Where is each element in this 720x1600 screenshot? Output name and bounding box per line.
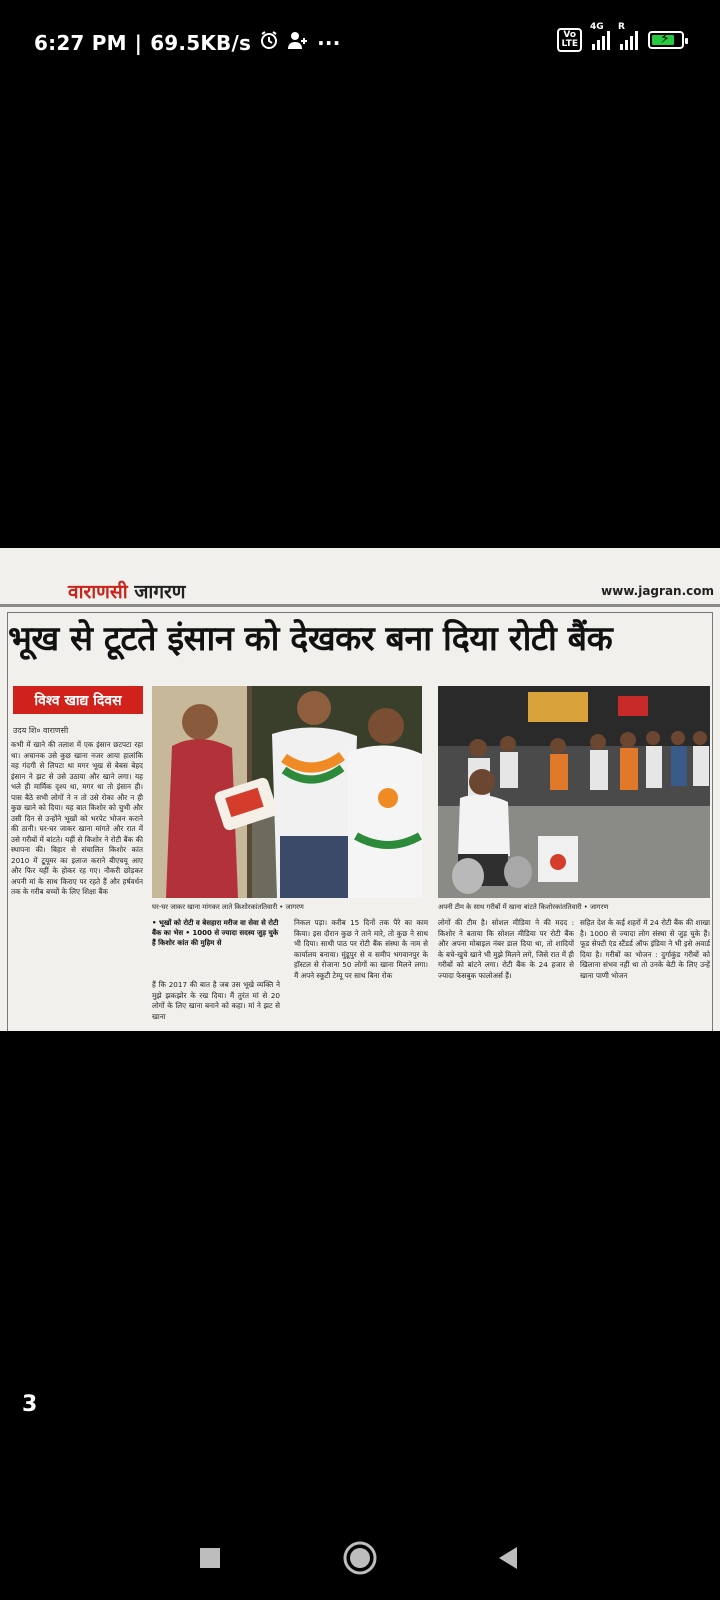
article-column-4: लोगों की टीम है। सोशल मीडिया ने की मदद : किशोर ने बताया कि सोशल मीडिया पर रोटी बैंक और अपना मोबाइल नंबर डाल दिया था, तो शादियों के बचे-खुचे खाने भी मुझे मिलने लगे, जिसे रात में ही गरीबों को बांटने लगा। रोटी बैंक के 24 हजार से ज्यादा फेसबुक फालोअर्स हैं।: [438, 918, 574, 980]
article-column-2: हैं कि 2017 की बात है जब उस भूखे व्यक्ति ने मुझे झकझोर के रख दिया। मैं तुरंत मां से 20 लोगों के लिए खाना बनाने को कहा। मां ने झट से खाना: [152, 980, 280, 1021]
add-user-icon: [287, 30, 309, 55]
triangle-back-icon: [497, 1546, 519, 1570]
article-column-1: कभी में खाने की तलाश में एक इंसान छटपटा रहा था। अचानक उसे कुछ खाना नजर आया हालांकि वह गंदगी से लिपटा था मगर भूख से बेबस बेहद इंसान ने झट से उसे उठाया और खाने लगा। यह भले ही मार्मिक दृश्य था, मगर था तो इंसान ही। पास बैठे सभी लोगों ने न तो उसे रोका और न ही कुछ खाने को दिया। यह बात किशोर को चुभी और उसी दिन से उन्होंने भूखों को भरपेट भोजन कराने की ठानी। घर-घर जाकर खाना मांगते और रात में उसे गरीबों में बांटते। यहीं से किशोर ने रोटी बैंक की स्थापना की। बिहार से संचालित किशोर कांत 2010 में टू्यूमर का इलाज कराने बीएचयू आए और फिर यहीं के होकर रह गए। नौकरी छोड़कर अपनी मां के साथ किराए पर रहते हैं और हर्षवर्धन तक के गरीब बच्चों के लिए शिक्षा बैंक: [11, 740, 143, 896]
roaming-indicator: R: [618, 22, 625, 32]
article-bullets: • भूखों को रोटी व बेसहारा मरीज वा सेवा से रोटी बैंक का भेस • 1000 से ज्यादा सदस्य जुड़ चुके हैं किशोर कांत की मुहिम से: [152, 919, 279, 947]
recents-button[interactable]: [190, 1538, 230, 1578]
network-type: 4G: [590, 22, 604, 32]
navigation-bar: [0, 1520, 720, 1600]
signal-roaming-icon: [618, 22, 638, 50]
photo-door-to-door: [152, 686, 422, 898]
status-bar: [0, 0, 720, 86]
volte-bottom: LTE: [561, 39, 578, 49]
article-column-5: सहित देश के कई शहरों में 24 रोटी बैंक की शाखा है। 1000 से ज्यादा लोग संस्था से जुड़ चुके हैं। फूड सेफ्टी एंड स्टैंडर्ड ऑफ इंडिया ने भी इसे अवार्ड दिया है। गरीबों का भोजन : दुर्गाकुंड गरीबों को खिलाना संभव नहीं था तो उनके बेटी के लिए उन्हें खाना पाणी भोजन: [580, 918, 710, 980]
status-left: [34, 30, 341, 55]
website-url: www.jagran.com: [601, 584, 714, 598]
volte-icon: [557, 28, 582, 52]
headline: भूख से टूटते इंसान को देखकर बना दिया रोटी बैंक: [8, 619, 613, 659]
clock: 6:27 PM: [34, 30, 127, 55]
kicker-label: विश्व खाद्य दिवस: [13, 686, 143, 714]
status-right: [557, 22, 684, 52]
brand-paper: जागरण: [134, 581, 186, 603]
photo-caption-1: घर-घर जाकर खाना मांगकर लाते किशोरकांततिवारी • जागरण: [152, 903, 304, 911]
alarm-icon: [259, 30, 279, 55]
square-icon: [199, 1547, 221, 1569]
circle-icon: [343, 1541, 377, 1575]
page-number: 3: [22, 1392, 38, 1417]
newspaper-clipping[interactable]: [0, 548, 720, 1031]
photo-food-distribution: [438, 686, 710, 898]
network-speed: 69.5KB/s: [150, 30, 252, 55]
paper-brand: [68, 578, 186, 604]
volte-top: Vo: [563, 30, 577, 40]
masthead: [0, 548, 720, 607]
status-separator: |: [134, 30, 143, 55]
signal-4g-icon: [590, 22, 610, 50]
battery-icon: ⚡: [648, 31, 684, 49]
home-button[interactable]: [340, 1538, 380, 1578]
brand-city: वाराणसी: [68, 581, 128, 603]
more-notifications-icon: ···: [317, 30, 341, 55]
back-button[interactable]: [488, 1538, 528, 1578]
byline: उदय शि० वाराणसी: [13, 726, 69, 735]
article-column-3: निकल पड़ा। करीब 15 दिनों तक पैरे का काम किया। इस दौरान कुछ ने ताने मारे, तो कुछ ने साथ भी दिया। साथी पाठ पर रोटी बैंक संस्था के नाम से कार्यालय बनाया। मुंडूपुर से व समीप भगवानपुर के हॉस्टल से रोजाना 50 लोगों का खाना मिलने लगा। मैं अपने स्कूटी टेम्पू पर साथ बिना रोक: [294, 918, 428, 980]
photo-caption-2: अपनी टीम के साथ गरीबों में खाना बांटते किशोरकांततिवारी • जागरण: [438, 903, 609, 911]
